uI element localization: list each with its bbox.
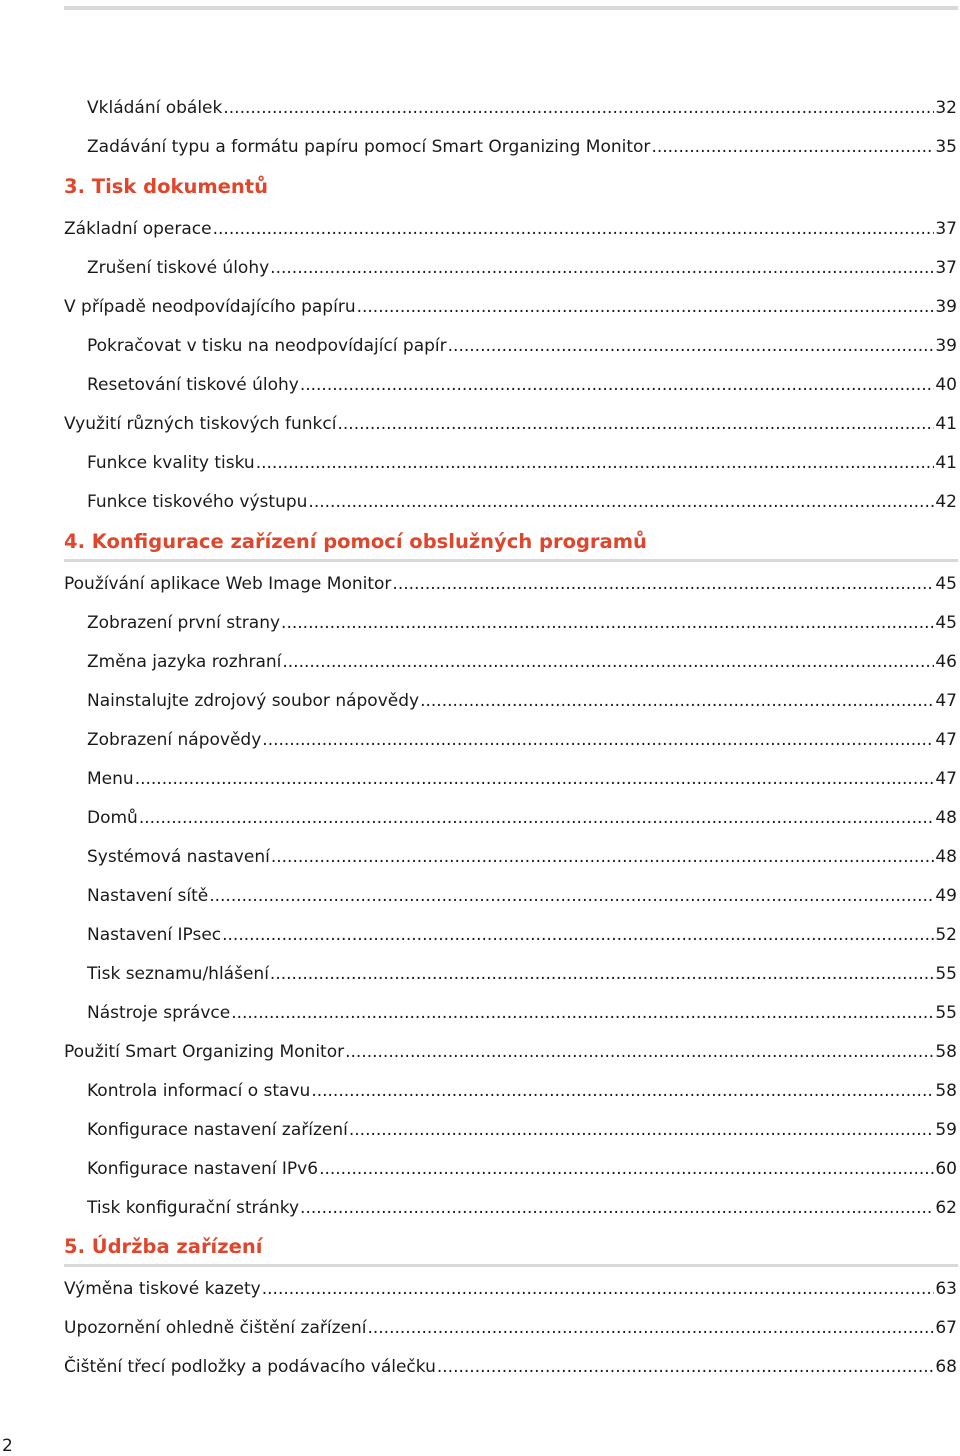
dot-leader — [282, 649, 934, 675]
toc-entry[interactable] — [87, 134, 957, 160]
dot-leader — [300, 372, 935, 398]
chapter-heading: 5. Údržba zařízení — [64, 1232, 958, 1267]
toc-entry-title: Nainstalujte zdrojový soubor nápovědy — [87, 691, 420, 711]
toc-entry-title: Nastavení sítě — [87, 886, 209, 906]
toc-entry[interactable] — [64, 571, 957, 597]
toc-entry-title: Funkce tiskového výstupu — [87, 492, 308, 512]
toc-entry-title: Využití různých tiskových funkcí — [64, 414, 337, 434]
toc-entry[interactable] — [64, 1039, 957, 1065]
toc-entry-page: 47 — [935, 691, 957, 711]
toc-entry[interactable] — [87, 610, 957, 636]
toc-entry-title: Konfigurace nastavení IPv6 — [87, 1159, 319, 1179]
dot-leader — [319, 1156, 934, 1182]
dot-leader — [281, 610, 934, 636]
toc-entry[interactable] — [87, 961, 957, 987]
toc-entry-title: Konfigurace nastavení zařízení — [87, 1120, 348, 1140]
toc-entry-title: Kontrola informací o stavu — [87, 1081, 311, 1101]
dot-leader — [139, 805, 935, 831]
toc-entry-title: Zrušení tiskové úlohy — [87, 258, 270, 278]
toc-entry-page: 55 — [935, 1003, 957, 1023]
dot-leader — [311, 1078, 934, 1104]
toc-entry-page: 58 — [935, 1081, 957, 1101]
toc-entry-title: Použití Smart Organizing Monitor — [64, 1042, 345, 1062]
toc-entry[interactable] — [87, 1117, 957, 1143]
toc-entry-page: 47 — [935, 769, 957, 789]
dot-leader — [135, 766, 935, 792]
toc-entry-title: V případě neodpovídajícího papíru — [64, 297, 356, 317]
dot-leader — [223, 95, 934, 121]
toc-entry[interactable] — [64, 294, 957, 320]
toc-entry[interactable] — [87, 372, 957, 398]
dot-leader — [270, 255, 934, 281]
toc-entry[interactable] — [87, 489, 957, 515]
toc-entry-page: 62 — [935, 1198, 957, 1218]
toc-entry-title: Tisk konfigurační stránky — [87, 1198, 300, 1218]
toc-entry-title: Výměna tiskové kazety — [64, 1279, 261, 1299]
toc-entry[interactable] — [64, 1276, 957, 1302]
toc-entry[interactable] — [64, 1315, 957, 1341]
dot-leader — [300, 1195, 934, 1221]
toc-entry-page: 47 — [935, 730, 957, 750]
toc-entry-page: 60 — [935, 1159, 957, 1179]
dot-leader — [420, 688, 934, 714]
toc-entry-title: Resetování tiskové úlohy — [87, 375, 299, 395]
dot-leader — [345, 1039, 934, 1065]
dot-leader — [349, 1117, 935, 1143]
toc-entry-title: Vkládání obálek — [87, 98, 223, 118]
toc-entry-title: Nastavení IPsec — [87, 925, 222, 945]
toc-entry-page: 35 — [935, 137, 957, 157]
toc-entry-title: Zobrazení první strany — [87, 613, 281, 633]
toc-entry[interactable] — [87, 688, 957, 714]
toc-entry-page: 32 — [935, 98, 957, 118]
toc-entry-title: Upozornění ohledně čištění zařízení — [64, 1318, 367, 1338]
toc-entry-title: Zobrazení nápovědy — [87, 730, 262, 750]
toc-entry-page: 63 — [935, 1279, 957, 1299]
toc-entry[interactable] — [64, 411, 957, 437]
toc-entry[interactable] — [87, 844, 957, 870]
toc-entry-page: 39 — [935, 336, 957, 356]
toc-entry-page: 48 — [935, 847, 957, 867]
dot-leader — [337, 411, 934, 437]
toc-entry[interactable] — [87, 922, 957, 948]
dot-leader — [392, 571, 934, 597]
toc-entry-page: 48 — [935, 808, 957, 828]
toc-entry[interactable] — [87, 333, 957, 359]
toc-entry-page: 42 — [935, 492, 957, 512]
dot-leader — [270, 961, 934, 987]
toc-entry-title: Základní operace — [64, 219, 212, 239]
toc-entry-page: 39 — [935, 297, 957, 317]
dot-leader — [262, 727, 934, 753]
toc-entry-page: 46 — [935, 652, 957, 672]
toc-entry[interactable] — [87, 255, 957, 281]
toc-entry[interactable] — [87, 766, 957, 792]
dot-leader — [256, 450, 935, 476]
toc-entry-page: 68 — [935, 1357, 957, 1377]
page-number: 2 — [2, 1436, 13, 1456]
toc-entry-page: 59 — [935, 1120, 957, 1140]
toc-entry-page: 37 — [935, 258, 957, 278]
toc-entry-title: Tisk seznamu/hlášení — [87, 964, 269, 984]
toc-entry[interactable] — [87, 1078, 957, 1104]
toc-entry-title: Používání aplikace Web Image Monitor — [64, 574, 392, 594]
toc-entry[interactable] — [87, 1195, 957, 1221]
dot-leader — [222, 922, 934, 948]
toc-entry-page: 45 — [935, 574, 957, 594]
toc-entry-page: 67 — [935, 1318, 957, 1338]
toc-entry-page: 49 — [935, 886, 957, 906]
toc-entry[interactable] — [64, 1354, 957, 1380]
toc-entry[interactable] — [87, 805, 957, 831]
toc-entry-page: 52 — [935, 925, 957, 945]
toc-entry-page: 45 — [935, 613, 957, 633]
toc-entry[interactable] — [87, 95, 957, 121]
toc-entry-page: 40 — [935, 375, 957, 395]
dot-leader — [231, 1000, 934, 1026]
toc-entry-title: Funkce kvality tisku — [87, 453, 255, 473]
dot-leader — [448, 333, 935, 359]
dot-leader — [367, 1315, 934, 1341]
toc-entry-title: Nástroje správce — [87, 1003, 231, 1023]
dot-leader — [437, 1354, 934, 1380]
chapter-heading: 3. Tisk dokumentů — [64, 175, 268, 198]
toc-entry-page: 37 — [935, 219, 957, 239]
toc-entry-title: Systémová nastavení — [87, 847, 270, 867]
toc-entry-title: Pokračovat v tisku na neodpovídající papír — [87, 336, 447, 356]
toc-entry[interactable] — [87, 649, 957, 675]
dot-leader — [308, 489, 934, 515]
toc-entry-page: 41 — [935, 453, 957, 473]
toc-entry[interactable] — [87, 1156, 957, 1182]
toc-entry[interactable] — [87, 883, 957, 909]
toc-entry-page: 41 — [935, 414, 957, 434]
toc-entry-title: Menu — [87, 769, 134, 789]
dot-leader — [651, 134, 934, 160]
dot-leader — [357, 294, 935, 320]
chapter-heading: 4. Konfigurace zařízení pomocí obslužných programů — [64, 527, 958, 562]
toc-entry[interactable] — [87, 450, 957, 476]
toc-entry-title: Domů — [87, 808, 138, 828]
dot-leader — [209, 883, 934, 909]
toc-entry[interactable] — [87, 1000, 957, 1026]
toc-entry[interactable] — [87, 727, 957, 753]
toc-entry-title: Čištění třecí podložky a podávacího válečku — [64, 1357, 436, 1377]
dot-leader — [271, 844, 935, 870]
dot-leader — [262, 1276, 935, 1302]
dot-leader — [213, 216, 935, 242]
toc-entry-page: 58 — [935, 1042, 957, 1062]
toc-entry-page: 55 — [935, 964, 957, 984]
toc-entry-title: Zadávání typu a formátu papíru pomocí Smart Organizing Monitor — [87, 137, 651, 157]
toc-entry-title: Změna jazyka rozhraní — [87, 652, 282, 672]
toc-entry[interactable] — [64, 216, 957, 242]
